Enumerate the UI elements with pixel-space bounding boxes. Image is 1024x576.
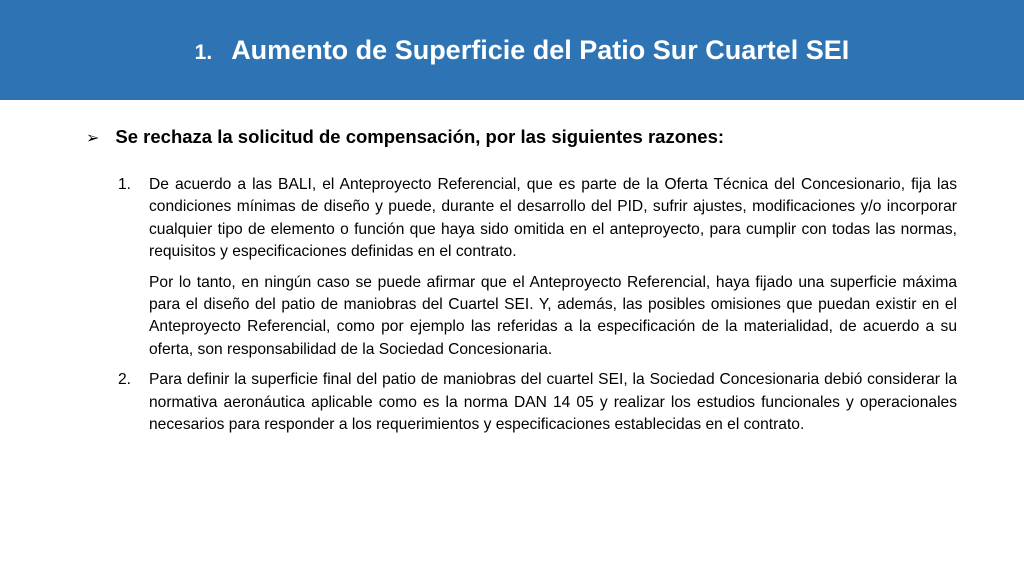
list-item-paragraph: Por lo tanto, en ningún caso se puede afirmar que el Anteproyecto Referencial, haya fijado una superficie máxima para el diseño del patio de maniobras del Cuartel SEI. Y, además, las posibles omisiones que puedan existir en el Anteproyecto Referencial, como por ejemplo las referidas a la especificación de la materialidad, de acuerdo a su oferta, son responsabilidad de la Sociedad Concesionaria.	[149, 273, 957, 358]
main-bullet-text: Se rechaza la solicitud de compensación, por las siguientes razones:	[115, 126, 725, 147]
slide-title-text: Aumento de Superficie del Patio Sur Cuartel SEI	[231, 34, 850, 65]
reasons-list	[118, 174, 957, 444]
list-item-number: 2.	[118, 371, 132, 389]
list-item	[118, 369, 957, 436]
list-item	[118, 174, 957, 361]
arrow-right-icon: ➢	[86, 127, 100, 147]
list-item-body	[149, 174, 957, 361]
slide-title	[195, 35, 850, 66]
list-item-paragraph: De acuerdo a las BALI, el Anteproyecto Referencial, que es parte de la Oferta Técnica del Concesionario, fija las condiciones mínimas de diseño y puede, durante el desarrollo del PID, sufrir ajustes, modificaciones y/o incorporar cualquier tipo de elemento o función que haya sido omitida en el anteproyecto, para cumplir con todas las normas, requisitos y especificaciones definidas en el contrato.	[149, 176, 957, 261]
list-item-paragraph: Para definir la superficie final del patio de maniobras del cuartel SEI, la Sociedad Concesionaria debió considerar la normativa aeronáutica aplicable como es la norma DAN 14 05 y realizar los estudios funcionales y operacionales necesarios para responder a los requerimientos y especificaciones establecidas en el contrato.	[149, 371, 957, 434]
list-item-body	[149, 369, 957, 436]
list-item-number: 1.	[118, 176, 132, 193]
slide-title-number: 1.	[194, 40, 213, 64]
main-bullet	[86, 126, 724, 148]
slide-header	[0, 0, 1024, 100]
